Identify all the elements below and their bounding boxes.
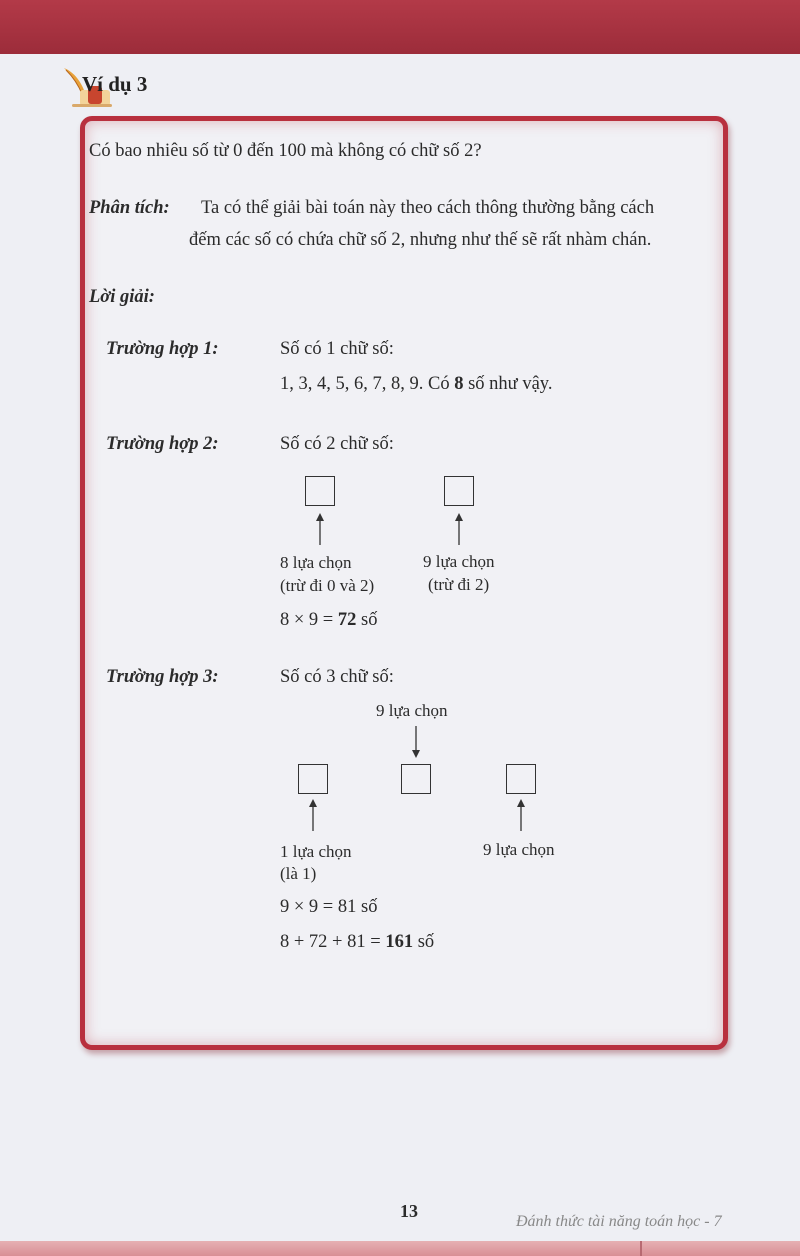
case3-label: Trường hợp 3:: [106, 667, 219, 687]
book-title: Đánh thức tài năng toán học - 7: [516, 1213, 722, 1230]
case1-list-suffix: số như vậy.: [463, 374, 553, 394]
case2-label: Trường hợp 2:: [106, 434, 219, 454]
analysis-label: Phân tích:: [89, 198, 170, 218]
case3-choice3: 9 lựa chọn: [483, 840, 555, 859]
case2-digit-box-2: [444, 476, 474, 506]
case1-list: [280, 372, 552, 396]
case2-choice2-line1: 9 lựa chọn: [423, 552, 495, 571]
case3-heading: Số có 3 chữ số:: [280, 667, 394, 687]
example-title: [60, 66, 200, 110]
case2-choice2-line2: (trừ đi 2): [428, 575, 490, 594]
case3-calculation: 9 × 9 = 81 số: [280, 897, 378, 917]
case2-calculation: [280, 608, 377, 632]
case3-choice1-line2: (là 1): [280, 864, 317, 883]
case1-label: Trường hợp 1:: [106, 339, 219, 359]
example-panel: [80, 116, 728, 1050]
analysis-line-1: Ta có thể giải bài toán này theo cách thông thường bằng cách: [201, 198, 655, 218]
case2-calc-suffix: số: [356, 610, 378, 630]
page-number: 13: [400, 1201, 418, 1221]
case3-choice1-line1: 1 lựa chọn: [280, 842, 352, 861]
total-calculation: [280, 930, 434, 954]
case1-heading: Số có 1 chữ số:: [280, 339, 394, 359]
case2-digit-box-1: [305, 476, 335, 506]
case3-top-choice: 9 lựa chọn: [376, 701, 448, 720]
case3-arrow-up-3: [515, 799, 527, 831]
case3-digit-box-2: [401, 764, 431, 794]
case2-calc-result: 72: [337, 610, 357, 630]
case3-arrow-up-1: [307, 799, 319, 831]
top-color-band: [0, 0, 800, 54]
case2-choice1-line2: (trừ đi 0 và 2): [280, 576, 375, 595]
problem-text: Có bao nhiêu số từ 0 đến 100 mà không có chữ số 2?: [89, 141, 482, 161]
solution-label: Lời giải:: [89, 287, 155, 307]
case2-choice1-line1: 8 lựa chọn: [280, 553, 352, 572]
total-result: 161: [385, 932, 414, 952]
example-title-text: Ví dụ 3: [82, 72, 148, 96]
case1-list-prefix: 1, 3, 4, 5, 6, 7, 8, 9. Có: [280, 374, 455, 394]
total-prefix: 8 + 72 + 81 =: [280, 932, 386, 952]
case2-arrow-up-2: [453, 513, 465, 545]
case2-arrow-up-1: [314, 513, 326, 545]
bottom-color-band: [0, 1241, 800, 1256]
total-suffix: số: [413, 932, 435, 952]
case2-heading: Số có 2 chữ số:: [280, 434, 394, 454]
case3-digit-box-3: [506, 764, 536, 794]
case3-digit-box-1: [298, 764, 328, 794]
case2-calc-prefix: 8 × 9 =: [280, 610, 338, 630]
analysis-line-2: đếm các số có chứa chữ số 2, nhưng như thế sẽ rất nhàm chán.: [189, 230, 652, 250]
case3-arrow-down: [410, 726, 422, 758]
case1-count: 8: [454, 374, 464, 394]
